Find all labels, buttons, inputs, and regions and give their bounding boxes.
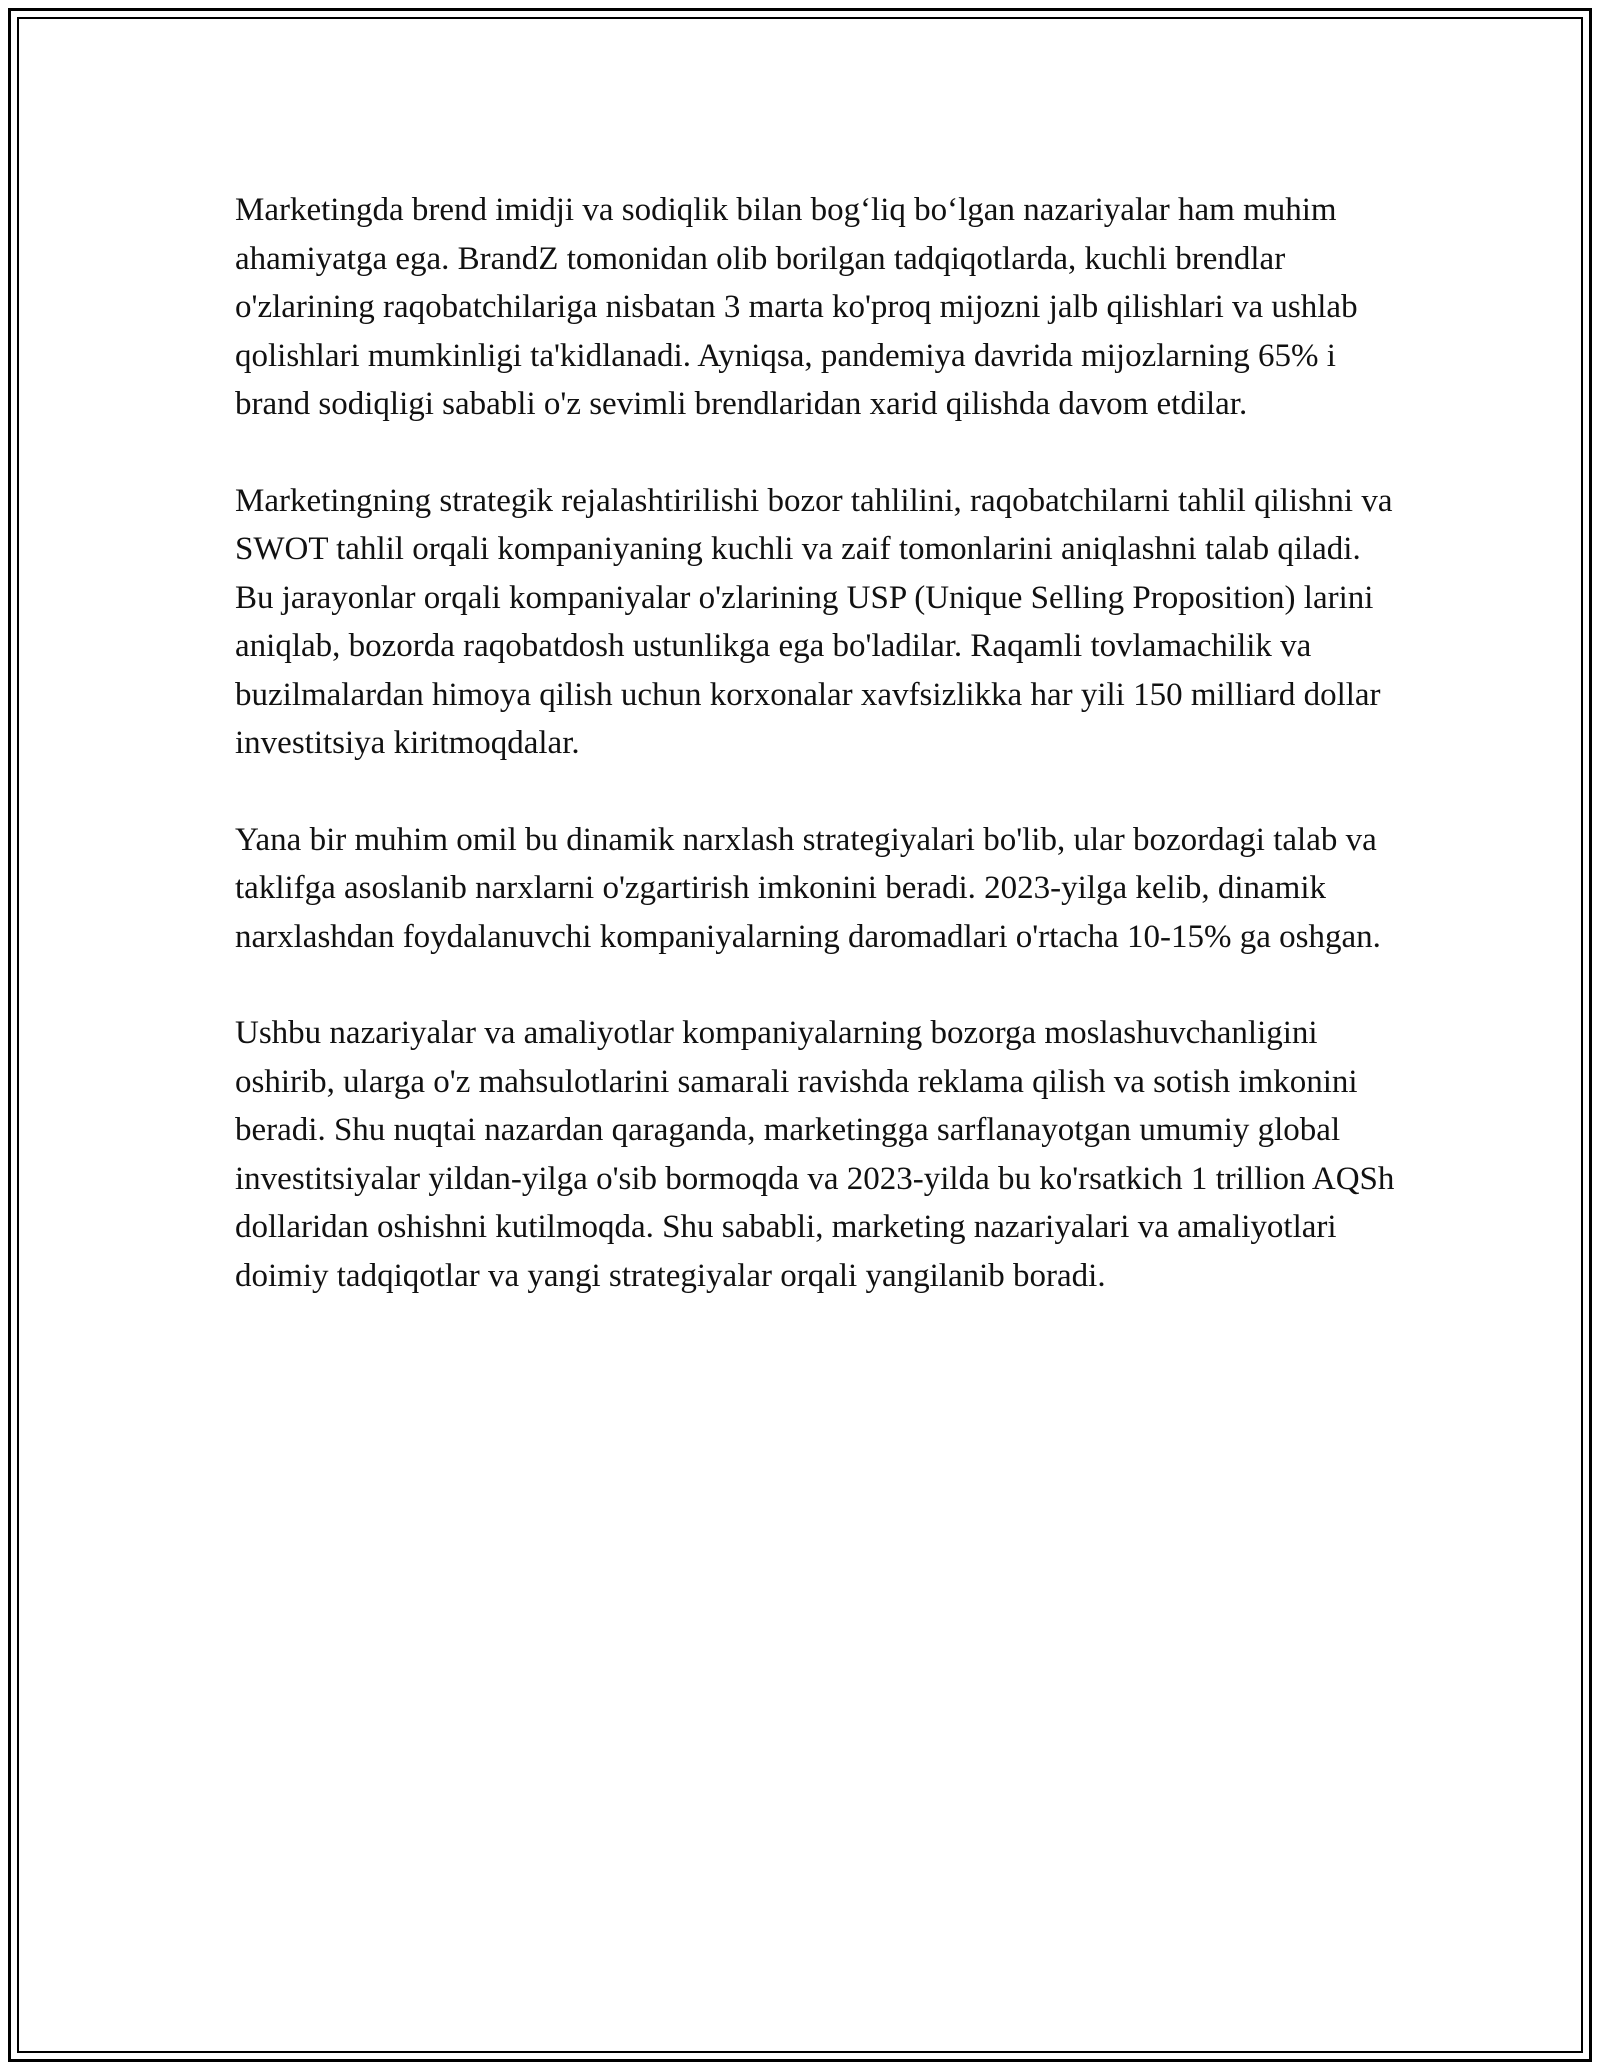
document-body <box>235 186 1395 1348</box>
paragraph-dynamic-pricing: Yana bir muhim omil bu dinamik narxlash strategiyalari bo'lib, ular bozordagi talab va taklifga asoslanib narxlarni o'zgartirish imkonini beradi. 2023-yilga kelib, dinamik narxlashdan foydalanuvchi kompaniyalarning daromadlari o'rtacha 10-15% ga oshgan. <box>235 821 1381 955</box>
paragraph-brand-loyalty: Marketingda brend imidji va sodiqlik bilan bog‘liq bo‘lgan nazariyalar ham muhim ahamiyatga ega. BrandZ tomonidan olib borilgan tadqiqotlarda, kuchli brendlar o'zlarining raqobatchilariga nisbatan 3 marta ko'proq mijozni jalb qilishlari va ushlab qolishlari mumkinligi ta'kidlanadi. Ayniqsa, pandemiya davrida mijozlarning 65% i brand sodiqligi sababli o'z sevimli brendlaridan xarid qilishda davom etdilar. <box>235 192 1358 422</box>
paragraph-global-investment: Ushbu nazariyalar va amaliyotlar kompaniyalarning bozorga moslashuvchanligini oshirib, ularga o'z mahsulotlarini samarali ravishda reklama qilish va sotish imkonini beradi. Shu nuqtai nazardan qaraganda, marketingga sarflanayotgan umumiy global investitsiyalar yildan-yilga o'sib bormoqda va 2023-yilda bu ko'rsatkich 1 trillion AQSh dollaridan oshishni kutilmoqda. Shu sababli, marketing nazariyalari va amaliyotlari doimiy tadqiqotlar va yangi strategiyalar orqali yangilanib boradi. <box>235 1015 1395 1294</box>
paragraph-strategic-planning: Marketingning strategik rejalashtirilishi bozor tahlilini, raqobatchilarni tahlil qilishni va SWOT tahlil orqali kompaniyaning kuchli va zaif tomonlarini aniqlashni talab qiladi. Bu jarayonlar orqali kompaniyalar o'zlarining USP (Unique Selling Proposition) larini aniqlab, bozorda raqobatdosh ustunlikga ega bo'ladilar. Raqamli tovlamachilik va buzilmalardan himoya qilish uchun korxonalar xavfsizlikka har yili 150 milliard dollar investitsiya kiritmoqdalar. <box>235 482 1393 761</box>
